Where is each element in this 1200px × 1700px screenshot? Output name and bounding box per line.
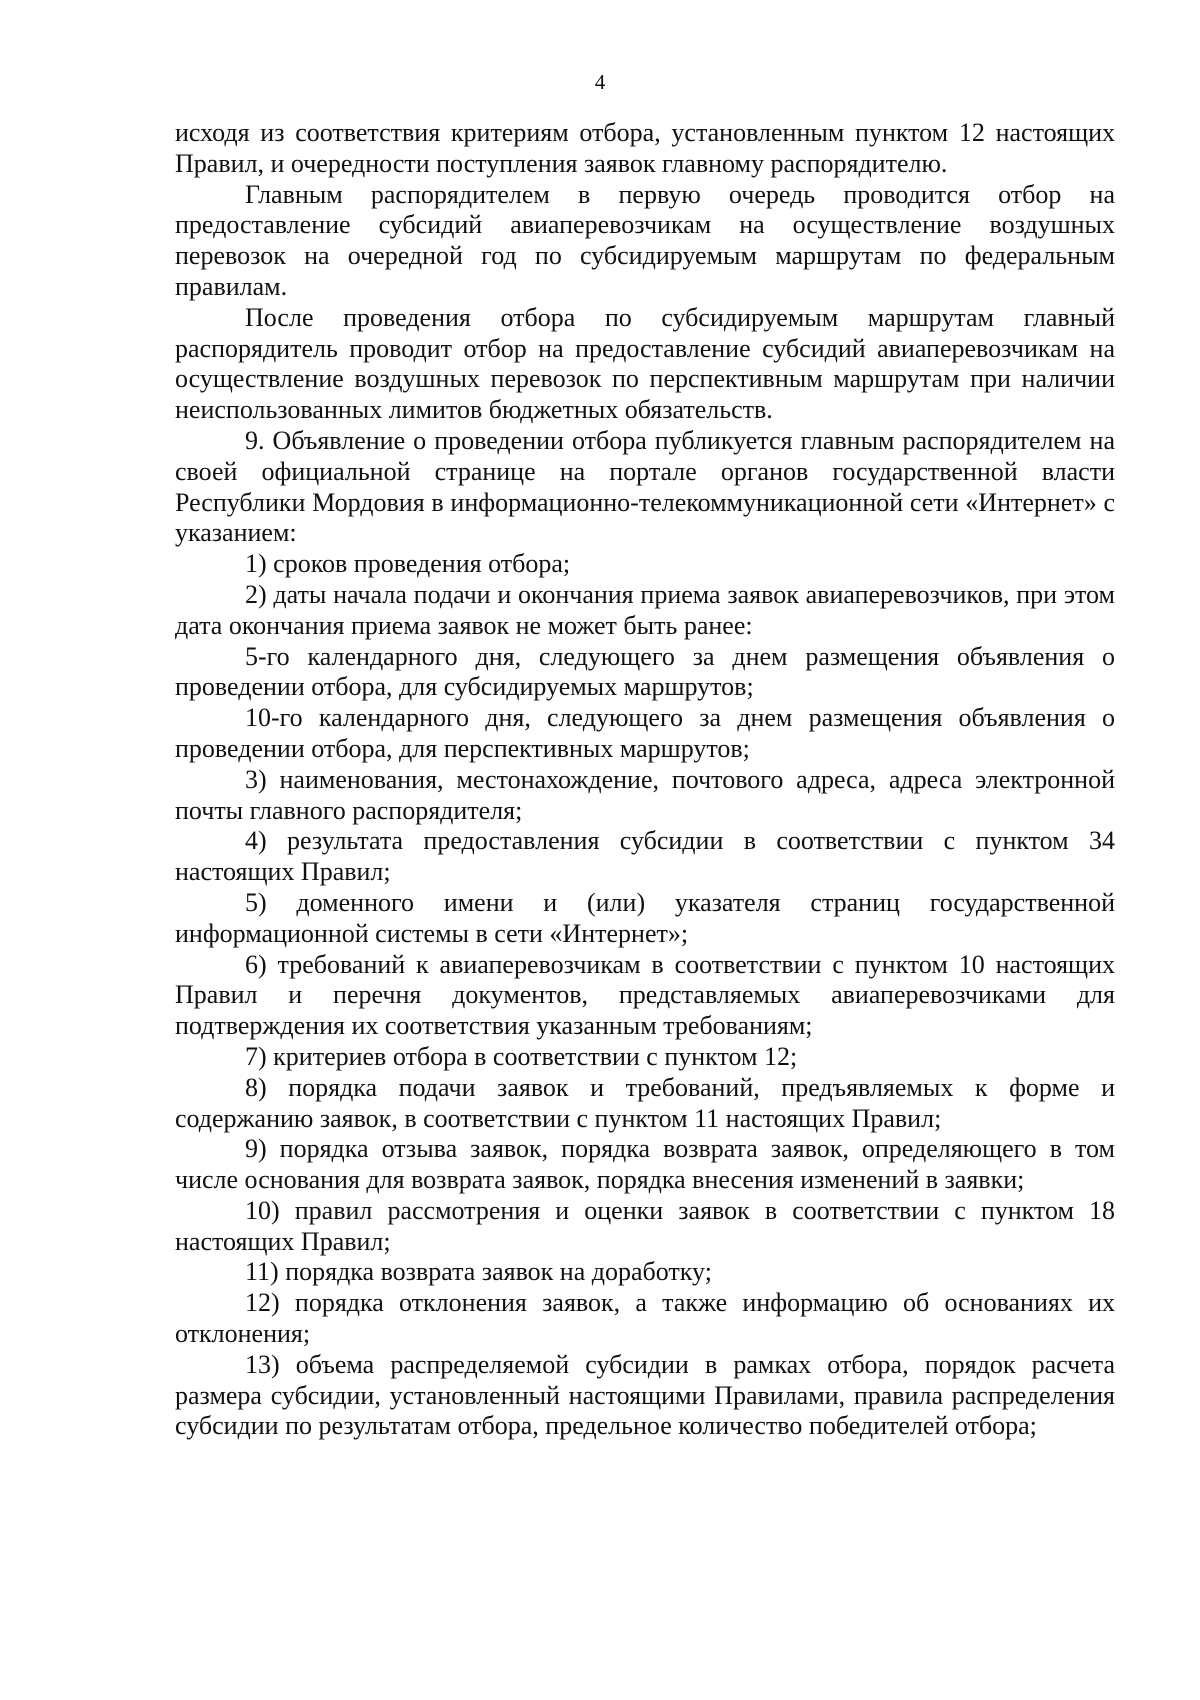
list-item: 6) требований к авиаперевозчикам в соответствии с пунктом 10 настоящих Правил и перечня документов, представляемых авиаперевозчиками для подтверждения их соответствия указанным требованиям; (175, 949, 1115, 1041)
list-item: 13) объема распределяемой субсидии в рамках отбора, порядок расчета размера субсидии, установленный настоящими Правилами, правила распределения субсидии по результатам отбора, предельное количество победителей отбора; (175, 1349, 1115, 1441)
paragraph: 10-го календарного дня, следующего за днем размещения объявления о проведении отбора, для перспективных маршрутов; (175, 703, 1115, 763)
list-item: 7) критериев отбора в соответствии с пунктом 12; (245, 1041, 798, 1071)
list-item: 11) порядка возврата заявок на доработку; (245, 1257, 712, 1287)
document-body (175, 118, 1115, 1442)
paragraph: исходя из соответствия критериям отбора, установленным пунктом 12 настоящих Правил, и очередности поступления заявок главному распорядителю. (175, 118, 1115, 178)
paragraph: 9. Объявление о проведении отбора публикуется главным распорядителем на своей официальной странице на портале органов государственной власти Республики Мордовия в информационно-телекоммуникационной сети «Интернет» с указанием: (175, 425, 1115, 548)
list-item: 5) доменного имени и (или) указателя страниц государственной информационной системы в сети «Интернет»; (175, 887, 1115, 948)
list-item: 4) результата предоставления субсидии в соответствии с пунктом 34 настоящих Правил; (175, 826, 1115, 887)
list-item: 3) наименования, местонахождение, почтового адреса, адреса электронной почты главного распорядителя; (175, 764, 1115, 825)
list-item: 8) порядка подачи заявок и требований, предъявляемых к форме и содержанию заявок, в соответствии с пунктом 11 настоящих Правил; (175, 1072, 1115, 1133)
list-item: 10) правил рассмотрения и оценки заявок в соответствии с пунктом 18 настоящих Правил; (175, 1195, 1115, 1256)
page-number: 4 (594, 70, 606, 94)
list-item: 12) порядка отклонения заявок, а также информацию об основаниях их отклонения; (175, 1288, 1115, 1349)
paragraph: После проведения отбора по субсидируемым маршрутам главный распорядитель проводит отбор на предоставление субсидий авиаперевозчикам на осуществление воздушных перевозок по перспективным маршрутам при наличии неиспользованных лимитов бюджетных обязательств. (175, 302, 1115, 425)
list-item: 2) даты начала подачи и окончания приема заявок авиаперевозчиков, при этом дата окончания приема заявок не может быть ранее: (175, 579, 1115, 640)
paragraph: Главным распорядителем в первую очередь проводится отбор на предоставление субсидий авиаперевозчикам на осуществление воздушных перевозок на очередной год по субсидируемым маршрутам по федеральным правилам. (175, 179, 1115, 301)
list-item: 1) сроков проведения отбора; (245, 549, 571, 579)
list-item: 9) порядка отзыва заявок, порядка возврата заявок, определяющего в том числе основания для возврата заявок, порядка внесения изменений в заявки; (175, 1134, 1115, 1195)
paragraph: 5-го календарного дня, следующего за днем размещения объявления о проведении отбора, для субсидируемых маршрутов; (175, 641, 1115, 702)
